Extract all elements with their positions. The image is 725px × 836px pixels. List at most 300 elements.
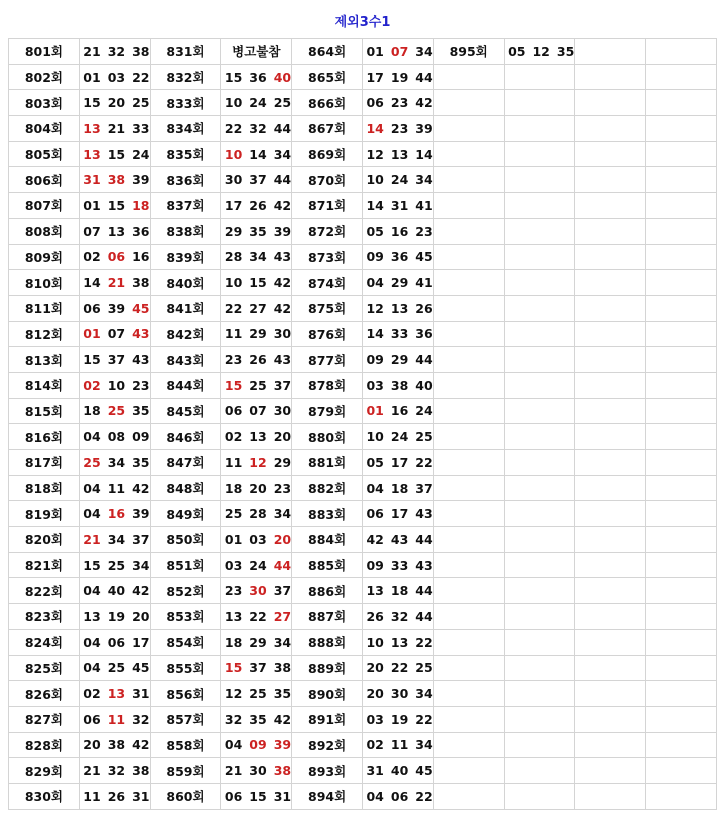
round-label-cell: 817회 xyxy=(9,450,80,476)
number: 01 xyxy=(366,43,384,59)
round-label-cell: 859회 xyxy=(150,758,221,784)
empty-cell xyxy=(433,475,504,501)
number: 01 xyxy=(224,531,243,547)
number-red: 31 xyxy=(83,172,101,188)
number: 15 xyxy=(249,275,267,291)
number: 21 xyxy=(83,43,101,59)
numbers-cell xyxy=(221,681,292,707)
number: 29 xyxy=(390,275,409,291)
number: 23 xyxy=(132,377,150,393)
numbers-cell xyxy=(221,706,292,732)
number: 38 xyxy=(132,275,150,291)
empty-cell xyxy=(433,758,504,784)
number: 29 xyxy=(249,634,267,650)
empty-cell xyxy=(504,475,575,501)
number: 06 xyxy=(107,634,126,650)
number: 09 xyxy=(366,557,384,573)
empty-cell xyxy=(504,167,575,193)
empty-cell xyxy=(575,244,646,270)
round-label-cell: 844회 xyxy=(150,372,221,398)
empty-cell xyxy=(504,604,575,630)
round-label-cell: 855회 xyxy=(150,655,221,681)
round-label-cell: 820회 xyxy=(9,527,80,553)
number: 40 xyxy=(107,583,126,599)
round-label-cell: 879회 xyxy=(292,398,363,424)
empty-cell xyxy=(433,295,504,321)
round-label-cell: 813회 xyxy=(9,347,80,373)
empty-cell xyxy=(433,64,504,90)
number: 05 xyxy=(366,454,384,470)
number: 06 xyxy=(83,711,101,727)
numbers-cell xyxy=(221,501,292,527)
numbers-cell xyxy=(362,116,433,142)
empty-cell xyxy=(575,398,646,424)
number: 35 xyxy=(132,454,150,470)
number: 23 xyxy=(390,120,409,136)
empty-cell xyxy=(504,218,575,244)
page-title: 제외3수1 xyxy=(334,15,391,30)
number: 17 xyxy=(390,506,409,522)
empty-cell xyxy=(433,629,504,655)
round-label-cell: 830회 xyxy=(9,783,80,809)
empty-cell xyxy=(646,501,717,527)
round-label-cell: 865회 xyxy=(292,64,363,90)
number: 14 xyxy=(415,146,433,162)
table-row xyxy=(9,398,717,424)
number: 35 xyxy=(132,403,150,419)
number: 12 xyxy=(366,146,384,162)
number: 20 xyxy=(249,480,267,496)
number: 14 xyxy=(366,326,384,342)
numbers-cell xyxy=(79,578,150,604)
number: 34 xyxy=(107,531,126,547)
number: 24 xyxy=(132,146,150,162)
number: 44 xyxy=(415,608,433,624)
number: 13 xyxy=(83,608,101,624)
number: 15 xyxy=(83,352,101,368)
numbers-cell xyxy=(79,758,150,784)
number: 15 xyxy=(249,788,267,804)
numbers-cell xyxy=(362,681,433,707)
numbers-cell xyxy=(362,578,433,604)
number: 20 xyxy=(132,608,150,624)
table-row xyxy=(9,501,717,527)
number-red: 25 xyxy=(83,454,101,470)
number: 44 xyxy=(273,120,292,136)
number: 10 xyxy=(107,377,126,393)
numbers-cell xyxy=(221,552,292,578)
number: 15 xyxy=(107,146,126,162)
number: 17 xyxy=(366,69,384,85)
number: 44 xyxy=(415,583,433,599)
numbers-cell xyxy=(79,398,150,424)
table-row xyxy=(9,295,717,321)
number-red: 38 xyxy=(273,763,292,779)
number: 04 xyxy=(83,660,101,676)
number: 38 xyxy=(132,43,150,59)
round-label-cell: 887회 xyxy=(292,604,363,630)
number: 34 xyxy=(273,634,292,650)
number: 02 xyxy=(83,249,101,265)
number-red: 21 xyxy=(107,275,126,291)
number-red: 38 xyxy=(107,172,126,188)
number-red: 16 xyxy=(107,506,126,522)
number: 15 xyxy=(83,557,101,573)
number: 30 xyxy=(273,326,292,342)
round-label-cell: 827회 xyxy=(9,706,80,732)
number: 38 xyxy=(107,737,126,753)
round-label-cell: 843회 xyxy=(150,347,221,373)
round-label-cell: 866회 xyxy=(292,90,363,116)
empty-cell xyxy=(575,193,646,219)
number: 39 xyxy=(415,120,433,136)
empty-cell xyxy=(433,732,504,758)
round-label-cell: 808회 xyxy=(9,218,80,244)
number: 25 xyxy=(224,506,243,522)
number: 05 xyxy=(366,223,384,239)
round-label-cell: 873회 xyxy=(292,244,363,270)
table-row xyxy=(9,527,717,553)
number-red: 09 xyxy=(249,737,267,753)
numbers-cell xyxy=(79,270,150,296)
number: 44 xyxy=(273,172,292,188)
round-label-cell: 805회 xyxy=(9,141,80,167)
number: 03 xyxy=(366,377,384,393)
empty-cell xyxy=(504,398,575,424)
empty-cell xyxy=(575,450,646,476)
round-label-cell: 884회 xyxy=(292,527,363,553)
empty-cell xyxy=(433,783,504,809)
round-label-cell: 849회 xyxy=(150,501,221,527)
number: 13 xyxy=(366,583,384,599)
round-label-cell: 815회 xyxy=(9,398,80,424)
number: 22 xyxy=(415,788,433,804)
round-label-cell: 816회 xyxy=(9,424,80,450)
round-label-cell: 803회 xyxy=(9,90,80,116)
empty-cell xyxy=(504,270,575,296)
numbers-cell xyxy=(221,398,292,424)
empty-cell xyxy=(575,783,646,809)
empty-cell xyxy=(646,295,717,321)
numbers-cell xyxy=(362,604,433,630)
table-row xyxy=(9,39,717,65)
number: 21 xyxy=(83,763,101,779)
number: 10 xyxy=(366,429,384,445)
number: 43 xyxy=(415,557,433,573)
round-label-cell: 833회 xyxy=(150,90,221,116)
number: 11 xyxy=(224,454,243,470)
number-red: 01 xyxy=(83,326,101,342)
empty-cell xyxy=(433,681,504,707)
number: 21 xyxy=(107,120,126,136)
number: 02 xyxy=(83,686,101,702)
number: 10 xyxy=(366,634,384,650)
round-label-cell: 854회 xyxy=(150,629,221,655)
empty-cell xyxy=(433,501,504,527)
round-label-cell: 860회 xyxy=(150,783,221,809)
round-label-cell: 894회 xyxy=(292,783,363,809)
empty-cell xyxy=(433,552,504,578)
number-red: 12 xyxy=(249,454,267,470)
number: 36 xyxy=(132,223,150,239)
empty-cell xyxy=(646,64,717,90)
empty-cell xyxy=(575,527,646,553)
empty-cell xyxy=(504,244,575,270)
number: 39 xyxy=(107,300,126,316)
round-label-cell: 870회 xyxy=(292,167,363,193)
table-row xyxy=(9,475,717,501)
number: 07 xyxy=(107,326,126,342)
number-red: 10 xyxy=(224,146,243,162)
empty-cell xyxy=(575,424,646,450)
number: 14 xyxy=(83,275,101,291)
table-row xyxy=(9,604,717,630)
numbers-cell xyxy=(362,450,433,476)
numbers-cell xyxy=(79,39,150,65)
number: 41 xyxy=(415,275,433,291)
empty-cell xyxy=(504,527,575,553)
table-body xyxy=(9,39,717,810)
round-label-cell: 850회 xyxy=(150,527,221,553)
number-red: 43 xyxy=(132,326,150,342)
empty-cell xyxy=(646,347,717,373)
empty-cell xyxy=(433,244,504,270)
number: 23 xyxy=(224,352,243,368)
number: 42 xyxy=(273,197,292,213)
empty-cell xyxy=(646,193,717,219)
empty-cell xyxy=(504,64,575,90)
numbers-cell xyxy=(221,424,292,450)
empty-cell xyxy=(646,758,717,784)
number: 25 xyxy=(415,660,433,676)
number-red: 45 xyxy=(132,300,150,316)
empty-cell xyxy=(504,732,575,758)
numbers-cell xyxy=(221,295,292,321)
round-label-cell: 814회 xyxy=(9,372,80,398)
numbers-cell xyxy=(362,270,433,296)
number: 09 xyxy=(366,352,384,368)
round-label-cell: 845회 xyxy=(150,398,221,424)
number: 01 xyxy=(83,69,101,85)
number: 23 xyxy=(273,480,292,496)
number: 05 xyxy=(508,43,526,59)
number: 40 xyxy=(415,377,433,393)
round-label-cell: 889회 xyxy=(292,655,363,681)
empty-cell xyxy=(433,604,504,630)
number: 26 xyxy=(415,300,433,316)
number: 41 xyxy=(415,197,433,213)
empty-cell xyxy=(646,424,717,450)
numbers-cell xyxy=(362,629,433,655)
number: 39 xyxy=(132,506,150,522)
number: 16 xyxy=(390,223,409,239)
number: 21 xyxy=(224,763,243,779)
number: 17 xyxy=(224,197,243,213)
numbers-cell xyxy=(79,90,150,116)
number: 19 xyxy=(390,69,409,85)
round-label-cell: 882회 xyxy=(292,475,363,501)
round-label-cell: 806회 xyxy=(9,167,80,193)
number: 45 xyxy=(132,660,150,676)
number: 07 xyxy=(249,403,267,419)
numbers-cell xyxy=(79,552,150,578)
number-red: 07 xyxy=(390,43,409,59)
numbers-cell xyxy=(79,732,150,758)
numbers-cell xyxy=(504,39,575,65)
number: 13 xyxy=(390,634,409,650)
round-label-cell: 829회 xyxy=(9,758,80,784)
round-label-cell: 878회 xyxy=(292,372,363,398)
round-label-cell: 871회 xyxy=(292,193,363,219)
numbers-cell xyxy=(79,706,150,732)
number: 08 xyxy=(107,429,126,445)
table-row xyxy=(9,167,717,193)
empty-cell xyxy=(504,295,575,321)
empty-cell xyxy=(646,527,717,553)
empty-cell xyxy=(575,501,646,527)
number: 13 xyxy=(249,429,267,445)
number: 42 xyxy=(366,531,384,547)
numbers-cell xyxy=(79,141,150,167)
numbers-cell xyxy=(79,424,150,450)
numbers-cell xyxy=(221,193,292,219)
numbers-cell xyxy=(79,475,150,501)
empty-cell xyxy=(575,295,646,321)
number: 38 xyxy=(390,377,409,393)
round-label-cell: 875회 xyxy=(292,295,363,321)
empty-cell xyxy=(433,424,504,450)
number: 26 xyxy=(366,608,384,624)
number: 20 xyxy=(273,429,292,445)
table-row xyxy=(9,270,717,296)
empty-cell xyxy=(646,218,717,244)
number: 20 xyxy=(366,660,384,676)
number: 18 xyxy=(390,583,409,599)
round-label-cell: 895회 xyxy=(433,39,504,65)
number-red: 13 xyxy=(107,686,126,702)
number: 18 xyxy=(224,480,243,496)
number: 12 xyxy=(532,43,550,59)
number: 22 xyxy=(415,711,433,727)
number-red: 25 xyxy=(107,403,126,419)
number: 32 xyxy=(390,608,409,624)
empty-cell xyxy=(575,552,646,578)
numbers-cell xyxy=(221,64,292,90)
empty-cell xyxy=(504,141,575,167)
number: 29 xyxy=(249,326,267,342)
numbers-cell xyxy=(221,604,292,630)
empty-cell xyxy=(504,450,575,476)
number: 42 xyxy=(132,737,150,753)
number: 09 xyxy=(132,429,150,445)
table-row xyxy=(9,244,717,270)
round-label-cell: 842회 xyxy=(150,321,221,347)
number: 37 xyxy=(132,531,150,547)
table-row xyxy=(9,732,717,758)
number: 35 xyxy=(249,223,267,239)
table-row xyxy=(9,578,717,604)
number: 23 xyxy=(390,95,409,111)
number: 04 xyxy=(83,634,101,650)
round-label-cell: 824회 xyxy=(9,629,80,655)
number: 11 xyxy=(107,480,126,496)
number: 35 xyxy=(273,686,292,702)
number: 28 xyxy=(224,249,243,265)
number: 20 xyxy=(83,737,101,753)
numbers-cell xyxy=(362,552,433,578)
number: 26 xyxy=(249,197,267,213)
empty-cell xyxy=(575,655,646,681)
number: 07 xyxy=(83,223,101,239)
empty-cell xyxy=(646,475,717,501)
round-label-cell: 839회 xyxy=(150,244,221,270)
number: 24 xyxy=(390,172,409,188)
number: 30 xyxy=(224,172,243,188)
number: 16 xyxy=(132,249,150,265)
table-row xyxy=(9,193,717,219)
number: 13 xyxy=(390,300,409,316)
numbers-cell xyxy=(362,244,433,270)
round-label-cell: 876회 xyxy=(292,321,363,347)
number: 42 xyxy=(273,275,292,291)
number-red: 06 xyxy=(107,249,126,265)
number: 22 xyxy=(390,660,409,676)
number: 25 xyxy=(107,557,126,573)
empty-cell xyxy=(504,193,575,219)
round-label-cell: 846회 xyxy=(150,424,221,450)
number: 34 xyxy=(415,172,433,188)
exclusion-numbers-table xyxy=(8,38,717,810)
numbers-cell xyxy=(221,90,292,116)
number: 37 xyxy=(107,352,126,368)
number: 34 xyxy=(273,506,292,522)
numbers-cell xyxy=(79,218,150,244)
table-row xyxy=(9,141,717,167)
empty-cell xyxy=(646,604,717,630)
number: 36 xyxy=(390,249,409,265)
number: 11 xyxy=(224,326,243,342)
number: 20 xyxy=(107,95,126,111)
number-red: 27 xyxy=(273,608,292,624)
number: 18 xyxy=(390,480,409,496)
empty-cell xyxy=(504,681,575,707)
number-red: 20 xyxy=(273,531,292,547)
table-row xyxy=(9,347,717,373)
number: 30 xyxy=(390,686,409,702)
number: 37 xyxy=(415,480,433,496)
number: 25 xyxy=(249,377,267,393)
empty-cell xyxy=(433,450,504,476)
empty-cell xyxy=(646,655,717,681)
number: 15 xyxy=(107,197,126,213)
numbers-cell xyxy=(79,681,150,707)
number: 12 xyxy=(224,686,243,702)
number-red: 14 xyxy=(366,120,384,136)
empty-cell xyxy=(433,398,504,424)
empty-cell xyxy=(433,141,504,167)
empty-cell xyxy=(504,629,575,655)
number: 42 xyxy=(132,480,150,496)
number: 06 xyxy=(390,788,409,804)
numbers-cell xyxy=(79,167,150,193)
empty-cell xyxy=(575,321,646,347)
number: 11 xyxy=(390,737,409,753)
numbers-cell xyxy=(362,758,433,784)
number: 34 xyxy=(415,737,433,753)
empty-cell xyxy=(433,347,504,373)
number: 04 xyxy=(366,480,384,496)
empty-cell xyxy=(575,270,646,296)
